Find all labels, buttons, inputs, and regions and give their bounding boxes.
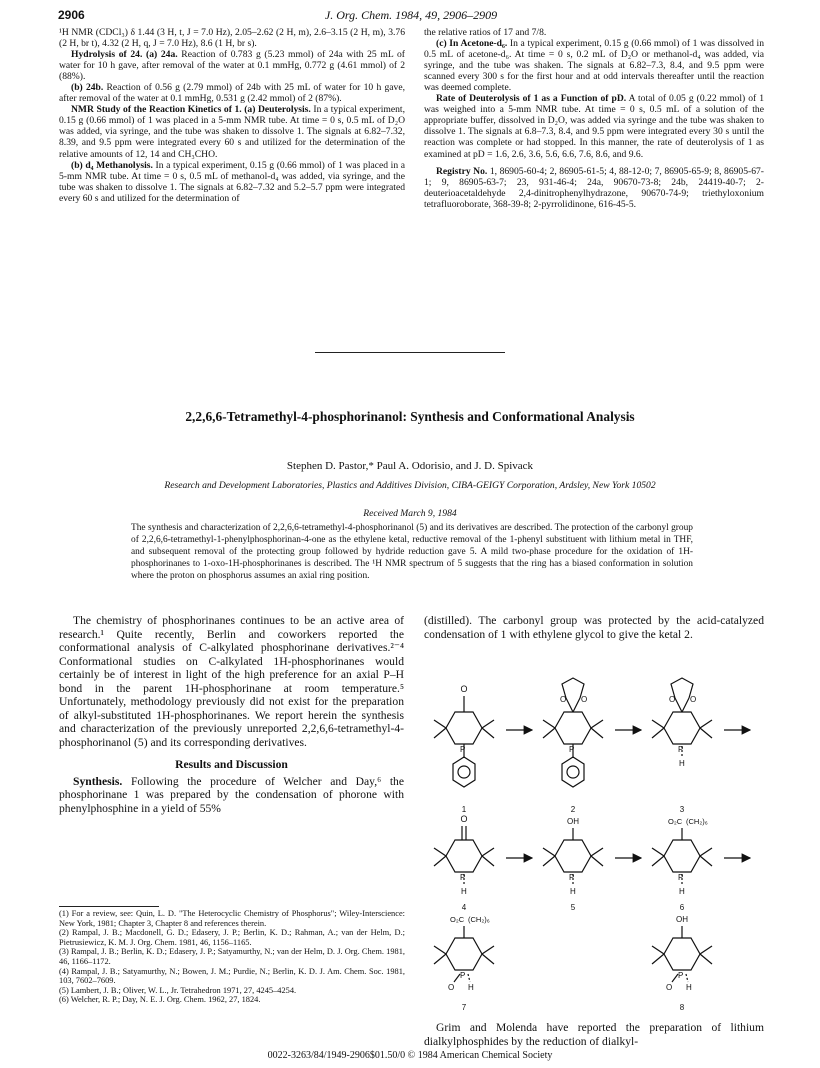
body-right-column-bottom [424,1021,764,1048]
section-heading: Results and Discussion [175,758,288,771]
paragraph: ¹H NMR (CDCl₃) δ 1.44 (3 H, t, J = 7.0 Hz), 2.05–2.62 (2 H, m), 2.6–3.15 (2 H, m), 3.76 (2 H, br t), 4.32 (2 H, q, J = 7.0 Hz), 8.6 (1 H, br s). [59,27,405,50]
copyright-line: 0022-3263/84/1949-2906$01.50/0 © 1984 American Chemical Society [267,1050,553,1061]
chain-label: (CH₂)₆ [468,915,490,924]
hydroxyl-label: OH [567,817,579,826]
phosphorus-label: P [569,745,575,754]
footnote: (2) Rampal, J. B.; Macdonell, G. D.; Edasery, J. P.; Berlin, K. D.; Rahman, A.; van der Helm, D.; Pietrusiewicz, K. M. J. Org. Chem. 1981, 46, 1156–1165. [59,928,405,947]
compound-3-structure [652,678,712,768]
phosphorus-label: P [460,873,466,882]
received-date: Received March 9, 1984 [363,508,457,519]
previous-article-right-column [424,27,764,210]
paragraph: Grim and Molenda have reported the preparation of lithium dialkylphosphides by the reduction of dialkyl- [424,1021,764,1048]
paragraph: Rate of Deuterolysis of 1 as a Function of pD. A total of 0.05 g (0.22 mmol) of 1 was weighed into a 5-mm NMR tube. At time = 0 s, 0.5 mL of a solution of the appropriate buffer, dissolved in D₂O, was added via syringe and the tube was shaken to dissolve 1. The signals at 6.8–7.3, 8.4, and 9.5 ppm were integrated every 30 s until the reaction was complete or had stopped. In this manner, the rate of deuterolysis of 1 as examined at pD = 1.6, 2.6, 3.6, 5.6, 6.6, 7.6, 8.6, and 9.6. [424,93,764,160]
hydrogen-label: H [468,983,474,992]
compound-1-structure [434,684,494,787]
hydrogen-label: H [679,887,685,896]
compound-6-structure [652,817,712,896]
oxygen-label: O [581,695,588,704]
compound-7-structure [434,915,494,992]
compound-label: 8 [679,1003,685,1012]
footnote: (4) Rampal, J. B.; Satyamurthy, N.; Bowen, J. M.; Purdie, N.; Berlin, K. D. J. Am. Chem. Soc. 1981, 103, 7602–7609. [59,966,405,986]
hydroxyl-label: OH [676,915,688,924]
phosphorus-label: P [569,873,575,882]
footnote: (1) For a review, see: Quin, L. D. "The Heterocyclic Chemistry of Phosphorus"; Wiley-Interscience: New York, 1981; Chapter 3, Chapter 8 and references therein. [59,909,405,928]
paragraph: (c) In Acetone-d₆. In a typical experiment, 0.15 g (0.66 mmol) of 1 was dissolved in 0.5 mL of acetone-d₆. At time = 0 s, 0.2 mL of D₂O or methanol-d₄ was added, via syringe, and the tube was shaken. The signals at 6.82–7.3, 8.4, and 9.5 ppm were scanned every 300 s for the first hour and at odd intervals thereafter until the reaction was deemed complete. [424,38,764,94]
oxygen-label: O [460,814,468,824]
reaction-scheme [420,660,765,1020]
phosphorus-label: P [678,873,684,882]
footnote: (3) Rampal, J. B.; Berlin, K. D.; Edasery, J. P.; Satyamurthy, N.; van der Helm, D. J. Org. Chem. 1981, 46, 1166–1172. [59,947,405,966]
compound-label: 5 [570,903,576,912]
phosphorus-label: P [678,971,684,980]
phosphorus-label: P [678,745,684,754]
compound-label: 2 [570,805,576,814]
footnote-rule [59,906,159,907]
oxygen-label: O [690,695,697,704]
body-left-column [59,614,404,815]
compound-8-structure [652,915,712,992]
paragraph: (b) 24b. Reaction of 0.56 g (2.79 mmol) of 24b with 25 mL of water for 10 h gave, after removal of the water at 0.1 mmHg, 0.531 g (2.42 mmol) of 2 (87%). [59,82,405,105]
compound-label: 4 [461,903,467,912]
paragraph: Hydrolysis of 24. (a) 24a. Reaction of 0.783 g (5.23 mmol) of 24a with 25 mL of water for 10 h gave, after removal of the water at 0.1 mmHg, 0.772 g (4.61 mmol) of 2 (88%). [59,49,405,83]
compound-label: 1 [461,805,467,814]
paragraph: (b) d₄ Methanolysis. In a typical experiment, 0.15 g (0.66 mmol) of 1 was placed in a 5-mm NMR tube. At time = 0 s, 0.5 mL of methanol-d₄ was added, via syringe, and the tube was shaken to dissolve 1. The signals at 6.82–7.32 and 5.2–5.7 ppm were integrated every 60 s and utilized for the determination of [59,159,405,204]
phosphorus-label: P [460,971,466,980]
hydrogen-label: H [570,887,576,896]
paragraph: NMR Study of the Reaction Kinetics of 1. (a) Deuterolysis. In a typical experiment, 0.15 g (0.66 mmol) of 1 was placed in a 5-mm NMR tube. At time = 0 s, 0.5 mL of D₂O was added, via syringe, and the tube was shaken to dissolve 1. The signals at 6.82–7.32, 8.39, and 9.5 ppm were integrated every 60 s and utilized for the determination of the relative amounts of 12, 14 and CH₃CHO. [59,104,405,160]
journal-citation: J. Org. Chem. 1984, 49, 2906–2909 [324,8,498,22]
chain-label: (CH₂)₆ [686,817,708,826]
registry-numbers: Registry No. 1, 86905-60-4; 2, 86905-61-5; 4, 88-12-0; 7, 86905-65-9; 8, 86905-67-1; 9, 86905-63-7; 23, 931-46-4; 24a, 90670-73-8; 24b, 24419-40-7; 2-deuterioacetaldehyde 2,4-dinitrophenylhydrazone, 90670-74-9; triethyloxonium tetrafluoroborate, 368-39-8; 2-pyrrolidinone, 616-45-5. [424,165,765,210]
previous-article-left-column [59,27,405,204]
footnote: (6) Welcher, R. P.; Day, N. E. J. Org. Chem. 1962, 27, 1824. [59,995,261,1005]
paragraph: the relative ratios of 17 and 7/8. [424,27,547,38]
article-authors: Stephen D. Pastor,* Paul A. Odorisio, and J. D. Spivack [286,460,534,472]
footnote: (5) Lambert, J. B.; Oliver, W. L., Jr. Tetrahedron 1971, 27, 4245–4254. [59,985,297,995]
oxygen-label: O [666,983,673,992]
article-affiliation: Research and Development Laboratories, Plastics and Additives Division, CIBA-GEIGY Corporation, Ardsley, New York 10502 [164,480,656,491]
page-header [58,8,764,24]
compound-5-structure [543,817,603,896]
body-right-column-top [424,614,764,641]
ester-label: O₂C [450,915,465,924]
phosphorus-label: P [460,745,466,754]
compound-2-structure [543,678,603,787]
footnotes [59,909,405,1005]
oxygen-label: O [448,983,455,992]
compound-label: 6 [679,903,685,912]
paragraph: (distilled). The carbonyl group was protected by the acid-catalyzed condensation of 1 with ethylene glycol to give the ketal 2. [424,614,764,641]
compound-4-structure [434,814,494,896]
oxygen-label: O [669,695,676,704]
hydrogen-label: H [686,983,692,992]
abstract: The synthesis and characterization of 2,2,6,6-tetramethyl-4-phosphorinanol (5) and its derivatives are described. The protection of the carbonyl group of 2,2,6,6-tetramethyl-1-phenylphosphorinan-4-one as the ethylene ketal, reductive removal of the 1-phenyl substituent with lithium metal in THF, and subsequent removal of the protecting group followed by hydride reduction gave 5. A mild two-phase procedure for the oxidation of 1H-phosphorinanes to 1-oxo-1H-phosphorinanes is described. The ¹H NMR spectrum of 5 suggests that the ring has a biased conformation in solution where the proton on phosphorus assumes an axial ring position. [131,523,693,581]
article-title: 2,2,6,6-Tetramethyl-4-phosphorinanol: Synthesis and Conformational Analysis [185,409,635,424]
ester-label: O₂C [668,817,683,826]
compound-label: 7 [461,1003,467,1012]
introduction-paragraph: The chemistry of phosphorinanes continues to be an active area of research.¹ Quite recently, Berlin and coworkers reported the conformational analysis of C-alkylated phosphorinane derivatives.²⁻⁴ Conformational studies on C-alkylated 1H-phosphorinanes would certainly be of interest in light of the high preference for an axial P–H bond in the parent 1H-phosphorinane at room temperature.⁵ Unfortunately, methodology previously did not exist for the preparation of alkyl-substituted 1H-phosphorinanes. We report herein the synthesis and characterization of the previously unreported 2,2,6,6-tetramethyl-4-phosphorinanol (5) and its corresponding derivatives. [59,614,404,749]
hydrogen-label: H [679,759,685,768]
oxygen-label: O [460,684,468,694]
page-number: 2906 [58,8,85,22]
compound-label: 3 [679,805,685,814]
synthesis-paragraph: Synthesis. Following the procedure of Welcher and Day,⁶ the phosphorinane 1 was prepared by the condensation of phorone with phenylphosphine in a yield of 55% [59,774,404,815]
hydrogen-label: H [461,887,467,896]
oxygen-label: O [560,695,567,704]
article-separator-rule [315,352,505,353]
